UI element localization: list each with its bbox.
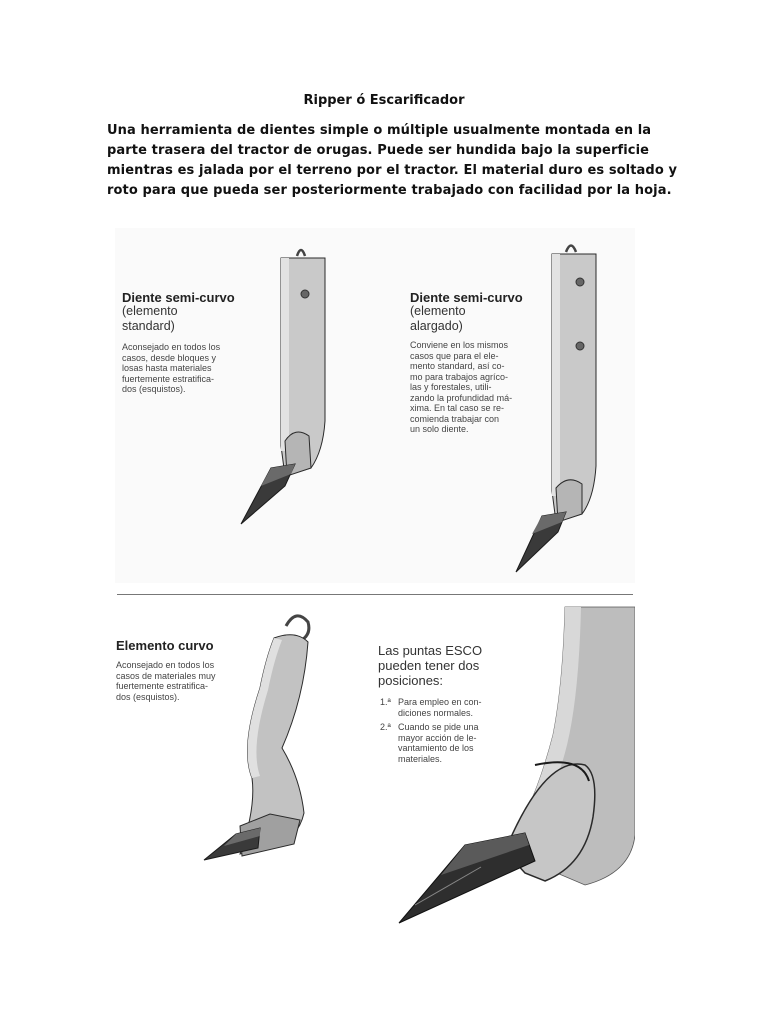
intro-line: roto para que pueda ser posteriormente trabajado con facilidad por la hoja. bbox=[107, 183, 672, 198]
elongated-tooth-illustration bbox=[508, 236, 608, 581]
document-title: Ripper ó Escarificador bbox=[303, 93, 465, 108]
esco-heading-line: posiciones: bbox=[378, 673, 444, 688]
description-line: xima. En tal caso se re- bbox=[410, 403, 505, 413]
description-line: fuertemente estratifica- bbox=[116, 681, 209, 691]
description-line: mo para trabajos agríco- bbox=[410, 371, 509, 382]
esco-item-line: mayor acción de le- bbox=[398, 732, 477, 743]
elongated-tooth-heading: Diente semi-curvo bbox=[410, 290, 523, 305]
standard-tooth-heading: Diente semi-curvo bbox=[122, 290, 235, 305]
description-line: Aconsejado en todos los bbox=[116, 660, 215, 670]
elongated-tooth-description bbox=[410, 340, 512, 435]
subtitle-line: (elemento bbox=[410, 304, 466, 318]
description-line: dos (esquistos). bbox=[122, 384, 186, 394]
intro-paragraph bbox=[107, 121, 678, 201]
description-line: casos, desde bloques y bbox=[122, 352, 217, 363]
subtitle-line: (elemento bbox=[122, 304, 178, 318]
esco-item-number: 2.ª bbox=[380, 722, 391, 732]
esco-item-number: 1.ª bbox=[380, 697, 391, 707]
intro-line: mientras es jalada por el terreno por el tractor. El material duro es soltado y bbox=[107, 163, 678, 178]
esco-tip-closeup-illustration bbox=[385, 605, 635, 925]
standard-tooth-subtitle bbox=[122, 304, 178, 334]
standard-tooth-description bbox=[122, 342, 220, 395]
esco-item-line: vantamiento de los bbox=[398, 743, 474, 753]
description-line: mento standard, así co- bbox=[410, 361, 505, 371]
description-line: un solo diente. bbox=[410, 424, 469, 434]
subtitle-line: alargado) bbox=[410, 319, 463, 333]
description-line: Conviene en los mismos bbox=[410, 340, 509, 350]
standard-tooth-illustration bbox=[235, 236, 335, 531]
intro-line: parte trasera del tractor de orugas. Puede ser hundida bajo la superficie bbox=[107, 143, 650, 158]
esco-item-line: diciones normales. bbox=[398, 707, 474, 718]
esco-item-line: Para empleo en con- bbox=[398, 697, 482, 707]
curved-element-illustration bbox=[200, 608, 330, 908]
description-line: casos que para el ele- bbox=[410, 350, 499, 361]
esco-heading-line: Las puntas ESCO bbox=[378, 643, 483, 658]
description-line: losas hasta materiales bbox=[122, 363, 212, 373]
section-divider bbox=[117, 594, 633, 595]
description-line: Aconsejado en todos los bbox=[122, 342, 221, 352]
esco-item-line: Cuando se pide una bbox=[398, 722, 479, 732]
description-line: zando la profundidad má- bbox=[410, 392, 513, 403]
description-line: casos de materiales muy bbox=[116, 670, 216, 681]
elongated-tooth-subtitle bbox=[410, 304, 466, 334]
description-line: fuertemente estratifica- bbox=[122, 373, 215, 384]
subtitle-line: standard) bbox=[122, 319, 175, 333]
esco-heading-line: pueden tener dos bbox=[378, 658, 480, 673]
description-line: las y forestales, utili- bbox=[410, 382, 492, 392]
description-line: comienda trabajar con bbox=[410, 413, 500, 424]
esco-item-line: materiales. bbox=[398, 753, 443, 764]
description-line: dos (esquistos). bbox=[116, 691, 180, 702]
intro-line: Una herramienta de dientes simple o múltiple usualmente montada en la bbox=[107, 123, 652, 138]
curved-element-heading: Elemento curvo bbox=[116, 638, 214, 653]
